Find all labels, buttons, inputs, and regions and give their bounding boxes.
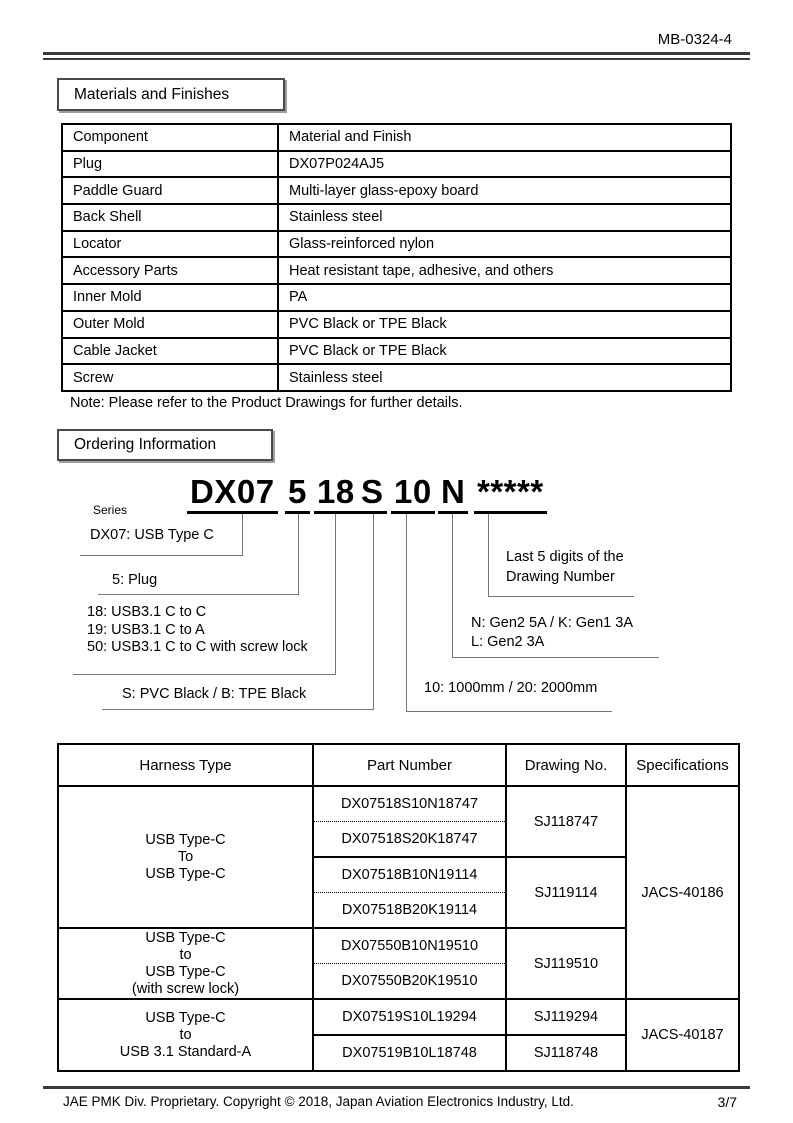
component-cell: Plug — [62, 151, 278, 178]
col-header-part-number: Part Number — [313, 744, 506, 786]
harness-table — [57, 743, 740, 1072]
harness-type-cell: USB Type-C to USB 3.1 Standard-A — [58, 999, 313, 1071]
component-cell: Outer Mold — [62, 311, 278, 338]
materials-note: Note: Please refer to the Product Drawings for further details. — [70, 395, 463, 411]
header-rule — [43, 52, 750, 60]
component-cell: Back Shell — [62, 204, 278, 231]
callout-line — [373, 514, 374, 710]
doc-number: MB-0324-4 — [657, 31, 732, 48]
table-row — [62, 311, 731, 338]
section-title-materials — [57, 78, 285, 111]
callout-series-title: Series — [93, 503, 128, 517]
callout-line — [488, 596, 634, 597]
material-cell: Heat resistant tape, adhesive, and others — [278, 257, 731, 284]
part-number-cell: DX07519S10L19294 — [313, 999, 506, 1035]
section-title-label: Materials and Finishes — [74, 85, 230, 103]
component-cell: Accessory Parts — [62, 257, 278, 284]
specifications-cell: JACS-40187 — [626, 999, 739, 1071]
table-row — [62, 124, 731, 151]
col-header-drawing-no: Drawing No. — [506, 744, 626, 786]
part-number-segment: N — [438, 474, 468, 514]
table-row — [62, 231, 731, 258]
callout-line — [80, 555, 243, 556]
table-row — [62, 177, 731, 204]
callout-length: 10: 1000mm / 20: 2000mm — [424, 680, 598, 696]
component-cell: Screw — [62, 364, 278, 391]
drawing-no-cell: SJ119294 — [506, 999, 626, 1035]
material-cell: PA — [278, 284, 731, 311]
section-title-label: Ordering Information — [74, 436, 217, 453]
component-cell: Component — [62, 124, 278, 151]
callout-line — [298, 514, 299, 595]
table-header-row — [58, 744, 739, 786]
drawing-no-cell: SJ119510 — [506, 928, 626, 999]
callout-line — [406, 711, 612, 712]
callout-jacket: S: PVC Black / B: TPE Black — [122, 686, 307, 702]
callout-line — [406, 514, 407, 712]
table-row — [62, 364, 731, 391]
material-cell: Stainless steel — [278, 204, 731, 231]
material-cell: Glass-reinforced nylon — [278, 231, 731, 258]
harness-type-cell: USB Type-C To USB Type-C — [58, 786, 313, 928]
callout-line — [452, 514, 453, 658]
drawing-no-cell: SJ118747 — [506, 786, 626, 857]
part-number-cell: DX07518S10N18747 — [313, 786, 506, 822]
callout-line — [98, 594, 299, 595]
callout-plug: 5: Plug — [112, 572, 158, 588]
material-cell: Material and Finish — [278, 124, 731, 151]
material-cell: DX07P024AJ5 — [278, 151, 731, 178]
part-number-cell: DX07518B20K19114 — [313, 893, 506, 929]
callout-type: 18: USB3.1 C to C 19: USB3.1 C to A 50: USB3.1 C to C with screw lock — [87, 604, 308, 655]
callout-drawing-number: Last 5 digits of the Drawing Number — [506, 549, 624, 585]
material-cell: Multi-layer glass-epoxy board — [278, 177, 731, 204]
component-cell: Inner Mold — [62, 284, 278, 311]
callout-line — [73, 674, 336, 675]
component-cell: Cable Jacket — [62, 338, 278, 365]
page-indicator: 3/7 — [717, 1094, 737, 1110]
part-number-cell: DX07518B10N19114 — [313, 857, 506, 893]
drawing-no-cell: SJ118748 — [506, 1035, 626, 1071]
table-row — [62, 338, 731, 365]
table-row — [58, 786, 739, 822]
part-number-cell: DX07550B20K19510 — [313, 964, 506, 1000]
part-number-segment: 18 — [314, 474, 358, 514]
specifications-cell: JACS-40186 — [626, 786, 739, 999]
table-row — [62, 284, 731, 311]
component-cell: Paddle Guard — [62, 177, 278, 204]
callout-line — [488, 514, 489, 597]
part-number-segment: ***** — [474, 474, 547, 514]
material-cell: PVC Black or TPE Black — [278, 338, 731, 365]
col-header-harness-type: Harness Type — [58, 744, 313, 786]
callout-gen: N: Gen2 5A / K: Gen1 3A L: Gen2 3A — [471, 615, 634, 650]
table-row — [62, 204, 731, 231]
callout-line — [242, 514, 243, 556]
part-number-cell: DX07550B10N19510 — [313, 928, 506, 964]
part-number-segment: S — [358, 474, 387, 514]
part-number-cell: DX07518S20K18747 — [313, 822, 506, 858]
material-cell: PVC Black or TPE Black — [278, 311, 731, 338]
part-number-segment: DX07 — [187, 474, 278, 514]
section-title-ordering — [57, 429, 273, 461]
callout-line — [102, 709, 374, 710]
table-row — [62, 257, 731, 284]
table-row — [62, 151, 731, 178]
col-header-specifications: Specifications — [626, 744, 739, 786]
footer-rule — [43, 1086, 750, 1089]
callout-series-desc: DX07: USB Type C — [90, 527, 214, 543]
footer-text: JAE PMK Div. Proprietary. Copyright © 2018, Japan Aviation Electronics Industry, Ltd. — [63, 1094, 574, 1109]
part-number-cell: DX07519B10L18748 — [313, 1035, 506, 1071]
callout-line — [452, 657, 659, 658]
part-number-segment: 10 — [391, 474, 435, 514]
material-cell: Stainless steel — [278, 364, 731, 391]
part-number-segment: 5 — [285, 474, 310, 514]
component-cell: Locator — [62, 231, 278, 258]
callout-line — [335, 514, 336, 675]
materials-table — [61, 123, 732, 392]
drawing-no-cell: SJ119114 — [506, 857, 626, 928]
table-row — [58, 999, 739, 1035]
harness-type-cell: USB Type-C to USB Type-C (with screw lock) — [58, 928, 313, 999]
